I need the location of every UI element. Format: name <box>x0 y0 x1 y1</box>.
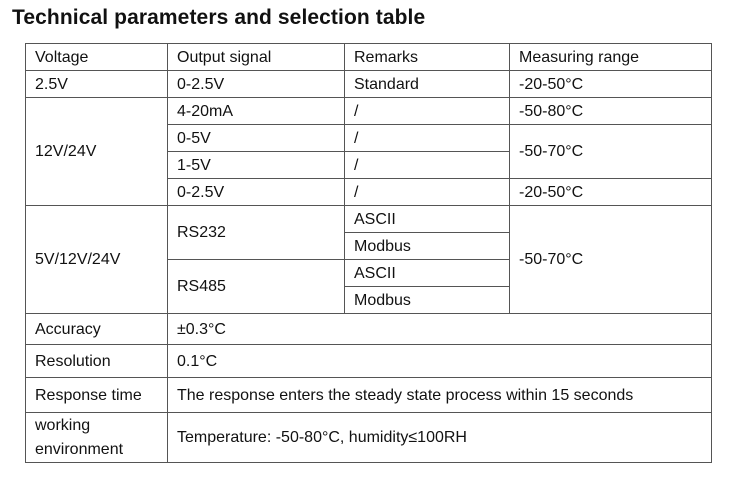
range-cell: -20-50°C <box>510 71 712 98</box>
table-row <box>26 413 712 463</box>
table-header-row <box>26 44 712 71</box>
remarks-cell: / <box>345 98 510 125</box>
header-voltage: Voltage <box>26 44 168 71</box>
range-cell: -50-70°C <box>510 206 712 314</box>
output-cell: 4-20mA <box>168 98 345 125</box>
table-row <box>26 71 712 98</box>
remarks-cell: Modbus <box>345 233 510 260</box>
table-row <box>26 345 712 378</box>
remarks-cell: ASCII <box>345 260 510 287</box>
accuracy-value: ±0.3°C <box>168 314 712 345</box>
voltage-cell: 5V/12V/24V <box>26 206 168 314</box>
voltage-cell: 12V/24V <box>26 98 168 206</box>
output-cell: 0-2.5V <box>168 71 345 98</box>
remarks-cell: Standard <box>345 71 510 98</box>
working-environment-label: working environment <box>26 413 168 463</box>
range-cell: -50-80°C <box>510 98 712 125</box>
response-time-value: The response enters the steady state process within 15 seconds <box>168 378 712 413</box>
resolution-value: 0.1°C <box>168 345 712 378</box>
remarks-cell: / <box>345 125 510 152</box>
accuracy-label: Accuracy <box>26 314 168 345</box>
output-cell: 0-2.5V <box>168 179 345 206</box>
table-row <box>26 378 712 413</box>
page-title: Technical parameters and selection table <box>12 6 426 29</box>
output-cell: 1-5V <box>168 152 345 179</box>
output-cell: RS485 <box>168 260 345 314</box>
remarks-cell: / <box>345 152 510 179</box>
working-environment-value: Temperature: -50-80°C, humidity≤100RH <box>168 413 712 463</box>
output-cell: RS232 <box>168 206 345 260</box>
range-cell: -50-70°C <box>510 125 712 179</box>
header-remarks: Remarks <box>345 44 510 71</box>
output-cell: 0-5V <box>168 125 345 152</box>
selection-table <box>25 43 712 463</box>
resolution-label: Resolution <box>26 345 168 378</box>
remarks-cell: ASCII <box>345 206 510 233</box>
table-row <box>26 206 712 233</box>
remarks-cell: Modbus <box>345 287 510 314</box>
header-measuring-range: Measuring range <box>510 44 712 71</box>
remarks-cell: / <box>345 179 510 206</box>
header-output-signal: Output signal <box>168 44 345 71</box>
response-time-label: Response time <box>26 378 168 413</box>
table-row <box>26 98 712 125</box>
voltage-cell: 2.5V <box>26 71 168 98</box>
range-cell: -20-50°C <box>510 179 712 206</box>
table-row <box>26 314 712 345</box>
